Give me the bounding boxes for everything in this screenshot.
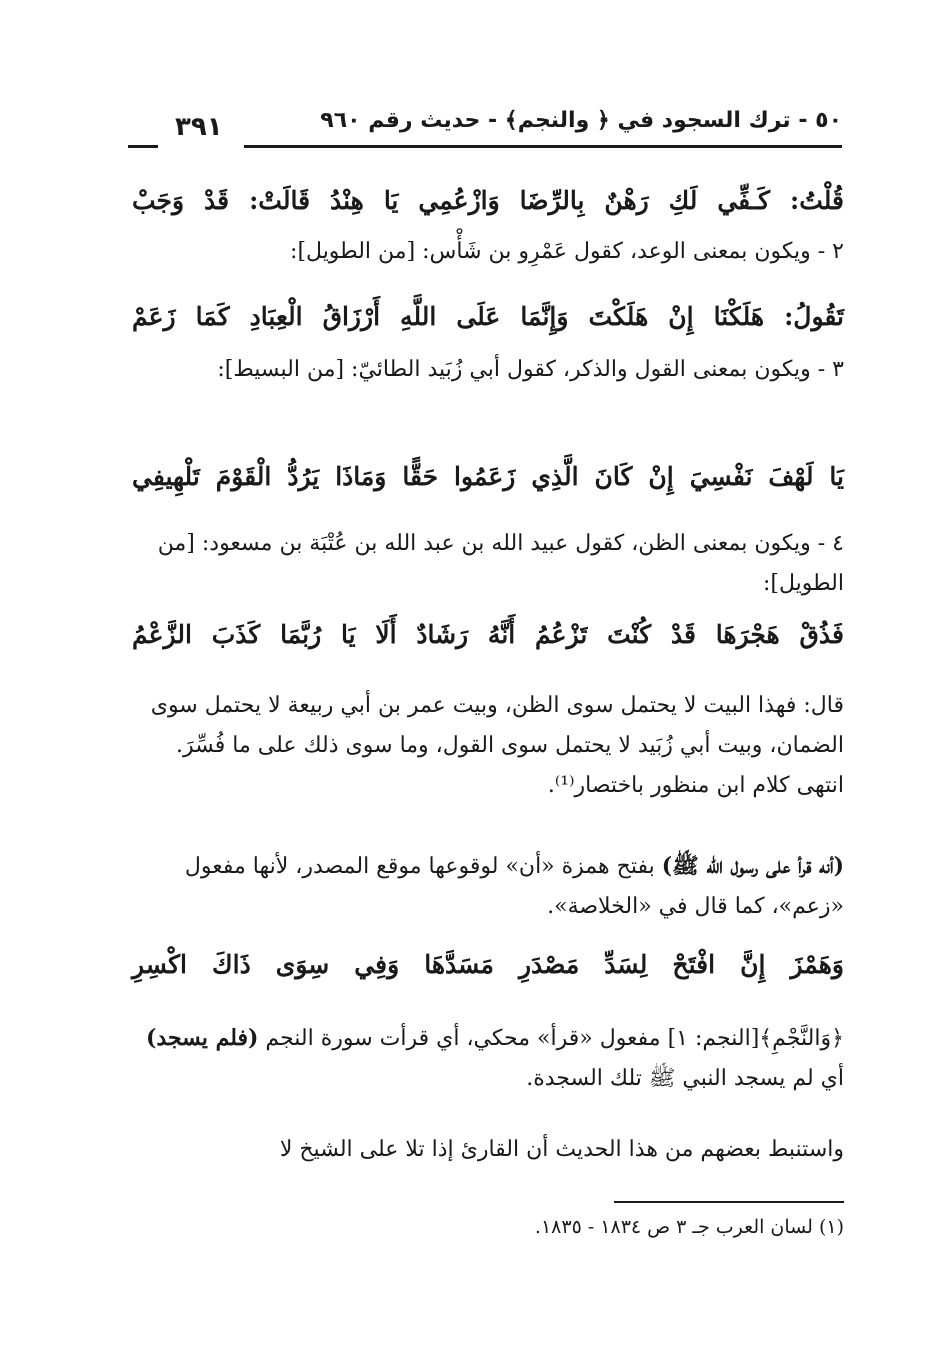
paragraph-6-bold: (أنه قرأ على رسول الله ﷺ) bbox=[661, 853, 844, 879]
footnote-rule bbox=[614, 1201, 844, 1203]
paragraph-7-bold: (فلم يسجد) bbox=[146, 1025, 259, 1051]
verse-line-2: تَقُولُ: هَلَكْنَا إِنْ هَلَكْتَ وَإِنَّمَا عَلَى اللَّهِ أَرْزَاقُ الْعِبَادِ كَمَا زَعَمْ bbox=[132, 302, 844, 331]
verse-line-3: يَا لَهْفَ نَفْسِيَ إِنْ كَانَ الَّذِي زَعَمُوا حَقًّا وَمَاذَا يَرُدُّ الْقَوْمَ تَلْهِيفِي bbox=[132, 462, 844, 491]
paragraph-2: ٢ - ويكون بمعنى الوعد، كقول عَمْرِو بن شَأْس: [من الطويل]: bbox=[290, 239, 844, 264]
paragraph-6 bbox=[132, 846, 844, 927]
footnote: (١) لسان العرب جـ ٣ ص ١٨٣٤ - ١٨٣٥. bbox=[534, 1216, 844, 1238]
verse-line-4: فَذُقْ هَجْرَهَا قَدْ كُنْتَ تَزْعُمُ أَنَّهُ رَشَادٌ أَلَا يَا رُبَّمَا كَذَبَ الزَّعْمُ bbox=[132, 620, 844, 649]
paragraph-4: ٤ - ويكون بمعنى الظن، كقول عبيد الله بن عبد الله بن عُتْبَة بن مسعود: [من الطويل]: bbox=[157, 531, 844, 596]
header-rule-long bbox=[244, 145, 842, 148]
paragraph-5: قال: فهذا البيت لا يحتمل سوى الظن، وبيت عمر بن أبي ربيعة لا يحتمل سوى الضمان، وبيت أبي زُبَيد لا يحتمل سوى القول، وما سوى ذلك على ما فُسِّرَ. انتهى كلام ابن منظور باختصار⁽¹⁾. bbox=[150, 693, 844, 798]
header-rule-short bbox=[128, 145, 158, 148]
paragraph-7-text-a: ﴿وَالنَّجْمِ﴾[النجم: ١] مفعول «قرأ» محكي، أي قرأت سورة النجم bbox=[258, 1026, 844, 1051]
paragraph-6-text: بفتح همزة «أن» لوقوعها موقع المصدر، لأنها مفعول «زعم»، كما قال في «الخلاصة». bbox=[184, 854, 844, 919]
running-header-title: ٥٠ - ترك السجود في ﴿ والنجم﴾ - حديث رقم ٩٦٠ bbox=[320, 108, 842, 133]
paragraph-8: واستنبط بعضهم من هذا الحديث أن القارئ إذا تلا على الشيخ لا bbox=[279, 1137, 844, 1162]
page-number: ٣٩١ bbox=[175, 112, 223, 142]
verse-line-1: قُلْتُ: كَـفِّي لَكِ رَهْنٌ بِالرِّضَا وَازْعُمِي يَا هِنْدُ قَالَتْ: قَدْ وَجَبْ bbox=[132, 186, 844, 215]
paragraph-7 bbox=[132, 1018, 844, 1099]
paragraph-7-text-b: أي لم يسجد النبي ﷺ تلك السجدة. bbox=[526, 1066, 844, 1091]
verse-line-5: وَهَمْزَ إِنَّ افْتَحْ لِسَدِّ مَصْدَرِ مَسَدَّهَا وَفِي سِوَى ذَاكَ اكْسِرِ bbox=[132, 950, 844, 979]
paragraph-3: ٣ - ويكون بمعنى القول والذكر، كقول أبي زُبَيد الطائيّ: [من البسيط]: bbox=[217, 357, 844, 382]
